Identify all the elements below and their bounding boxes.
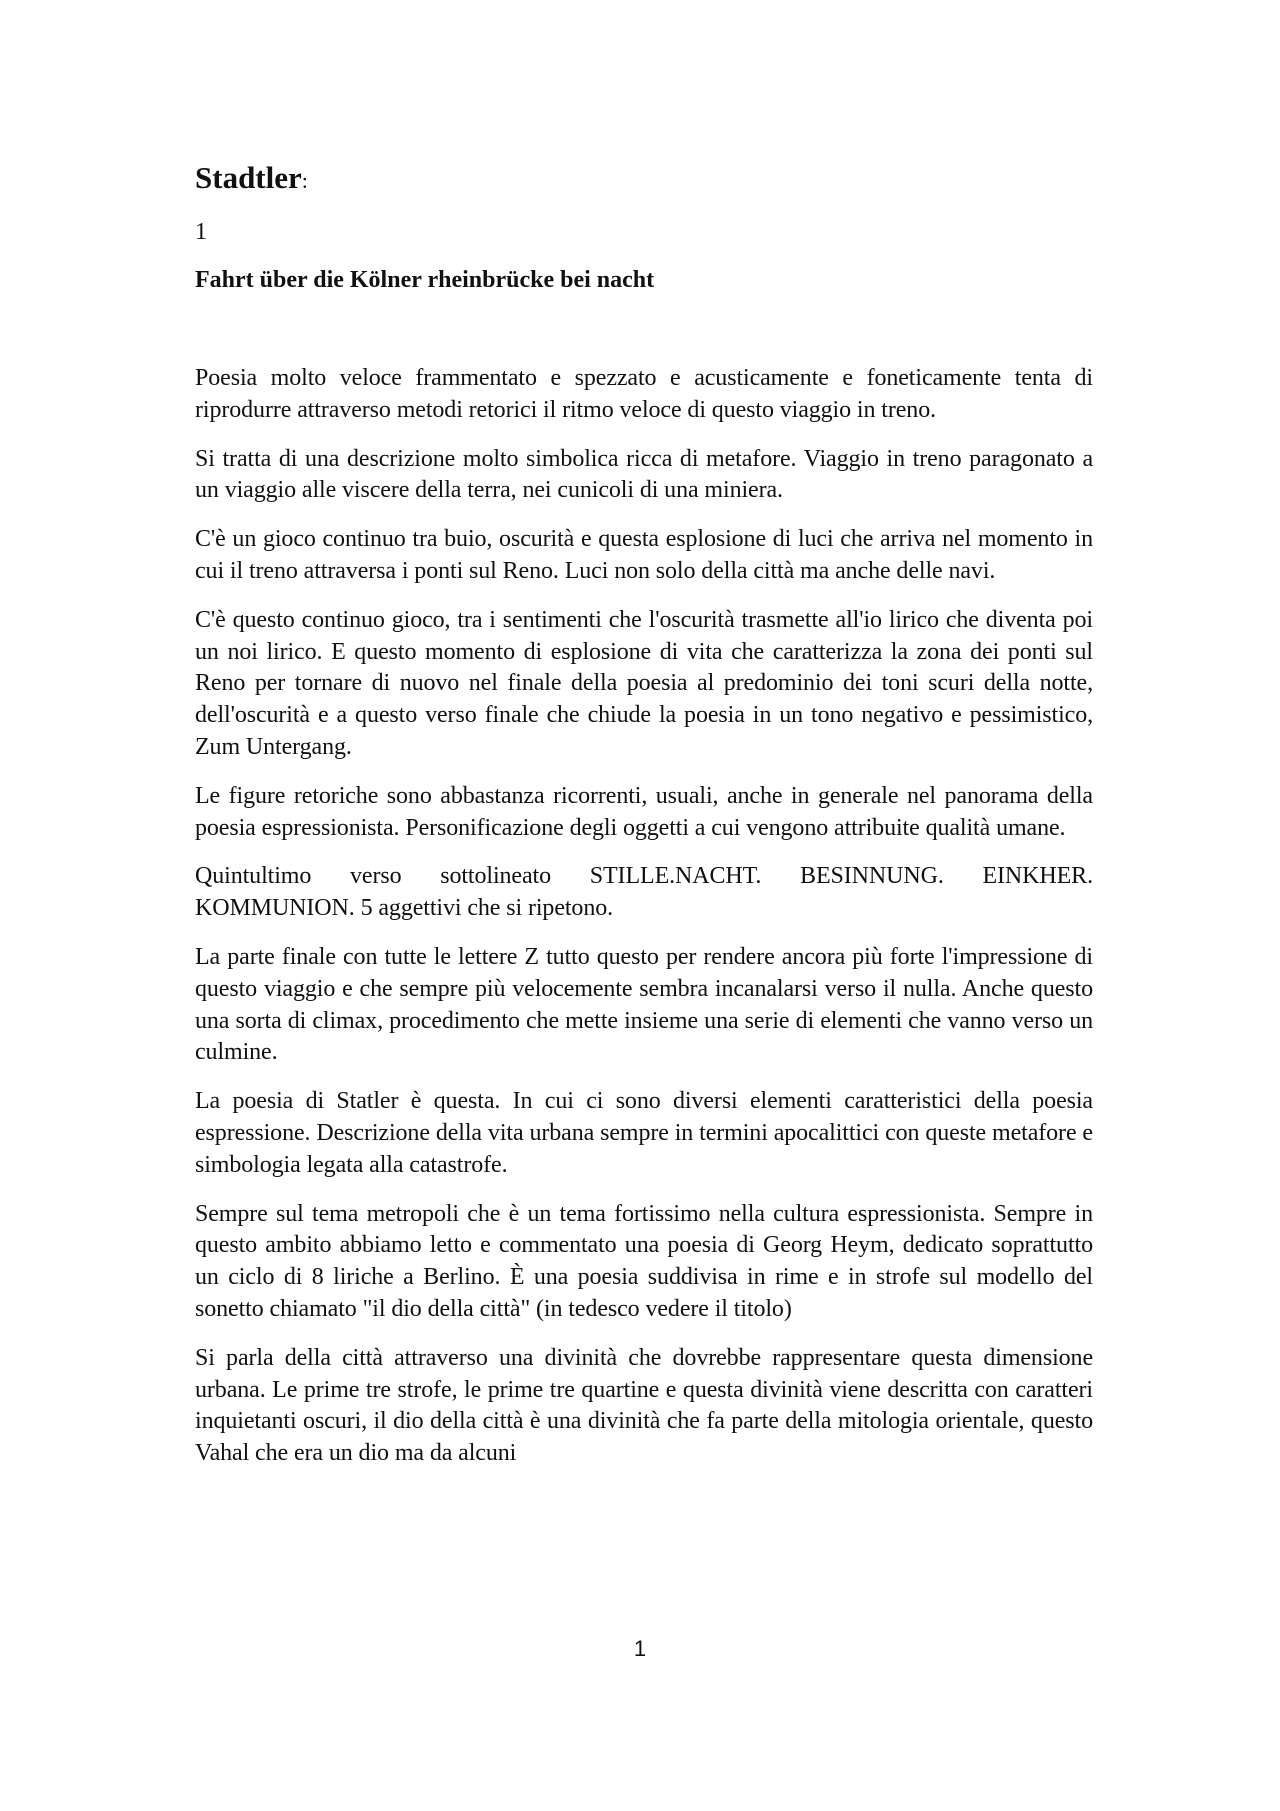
title-text: Stadtler	[195, 160, 302, 195]
paragraph: Poesia molto veloce frammentato e spezzato e acusticamente e foneticamente tenta di riprodurre attraverso metodi retorici il ritmo veloce di questo viaggio in treno.	[195, 365, 1093, 423]
paragraph: Quintultimo verso sottolineato STILLE.NACHT. BESINNUNG. EINKHER. KOMMUNION. 5 aggettivi che si ripetono.	[195, 863, 1093, 922]
paragraph: La parte finale con tutte le lettere Z tutto questo per rendere ancora più forte l'impressione di questo viaggio e che sempre più velocemente sembra incanalarsi verso il nulla. Anche questo una sorta di climax, procedimento che mette insieme una serie di elementi che vanno verso un culmine.	[195, 943, 1093, 1066]
paragraph: C'è questo continuo gioco, tra i sentimenti che l'oscurità trasmette all'io lirico che diventa poi un noi lirico. E questo momento di esplosione di vita che caratterizza la zona dei ponti sul Reno per tornare di nuovo nel finale della poesia al predominio dei toni scuri della notte, dell'oscurità e a questo verso finale che chiude la poesia in un tono negativo e pessimistico, Zum Untergang.	[195, 606, 1093, 760]
page-number: 1	[633, 1636, 647, 1661]
paragraph: Si parla della città attraverso una divinità che dovrebbe rappresentare questa dimensione urbana. Le prime tre strofe, le prime tre quartine e questa divinità viene descritta con caratteri inquietanti oscuri, il dio della città è una divinità che fa parte della mitologia orientale, questo Vahal che era un dio ma da alcuni	[195, 1344, 1093, 1467]
title-colon: :	[301, 168, 308, 193]
poem-title: Fahrt über die Kölner rheinbrücke bei nacht	[195, 267, 655, 293]
document-body	[195, 363, 1093, 1470]
section-number: 1	[195, 219, 207, 245]
document-title	[195, 150, 1093, 209]
paragraph: Sempre sul tema metropoli che è un tema fortissimo nella cultura espressionista. Sempre in questo ambito abbiamo letto e commentato una poesia di Georg Heym, dedicato soprattutto un ciclo di 8 liriche a Berlino. È una poesia suddivisa in rime e in strofe sul modello del sonetto chiamato "il dio della città" (in tedesco vedere il titolo)	[195, 1200, 1093, 1322]
paragraph: Le figure retoriche sono abbastanza ricorrenti, usuali, anche in generale nel panorama della poesia espressionista. Personificazione degli oggetti a cui vengono attribuite qualità umane.	[195, 782, 1093, 841]
document-page	[195, 150, 1093, 1487]
paragraph: Si tratta di una descrizione molto simbolica ricca di metafore. Viaggio in treno paragonato a un viaggio alle viscere della terra, nei cunicoli di una miniera.	[195, 445, 1093, 504]
paragraph: La poesia di Statler è questa. In cui ci sono diversi elementi caratteristici della poesia espressione. Descrizione della vita urbana sempre in termini apocalittici con queste metafore e simbologia legata alla catastrofe.	[195, 1088, 1093, 1178]
paragraph: C'è un gioco continuo tra buio, oscurità e questa esplosione di luci che arriva nel momento in cui il treno attraversa i ponti sul Reno. Luci non solo della città ma anche delle navi.	[195, 526, 1093, 584]
